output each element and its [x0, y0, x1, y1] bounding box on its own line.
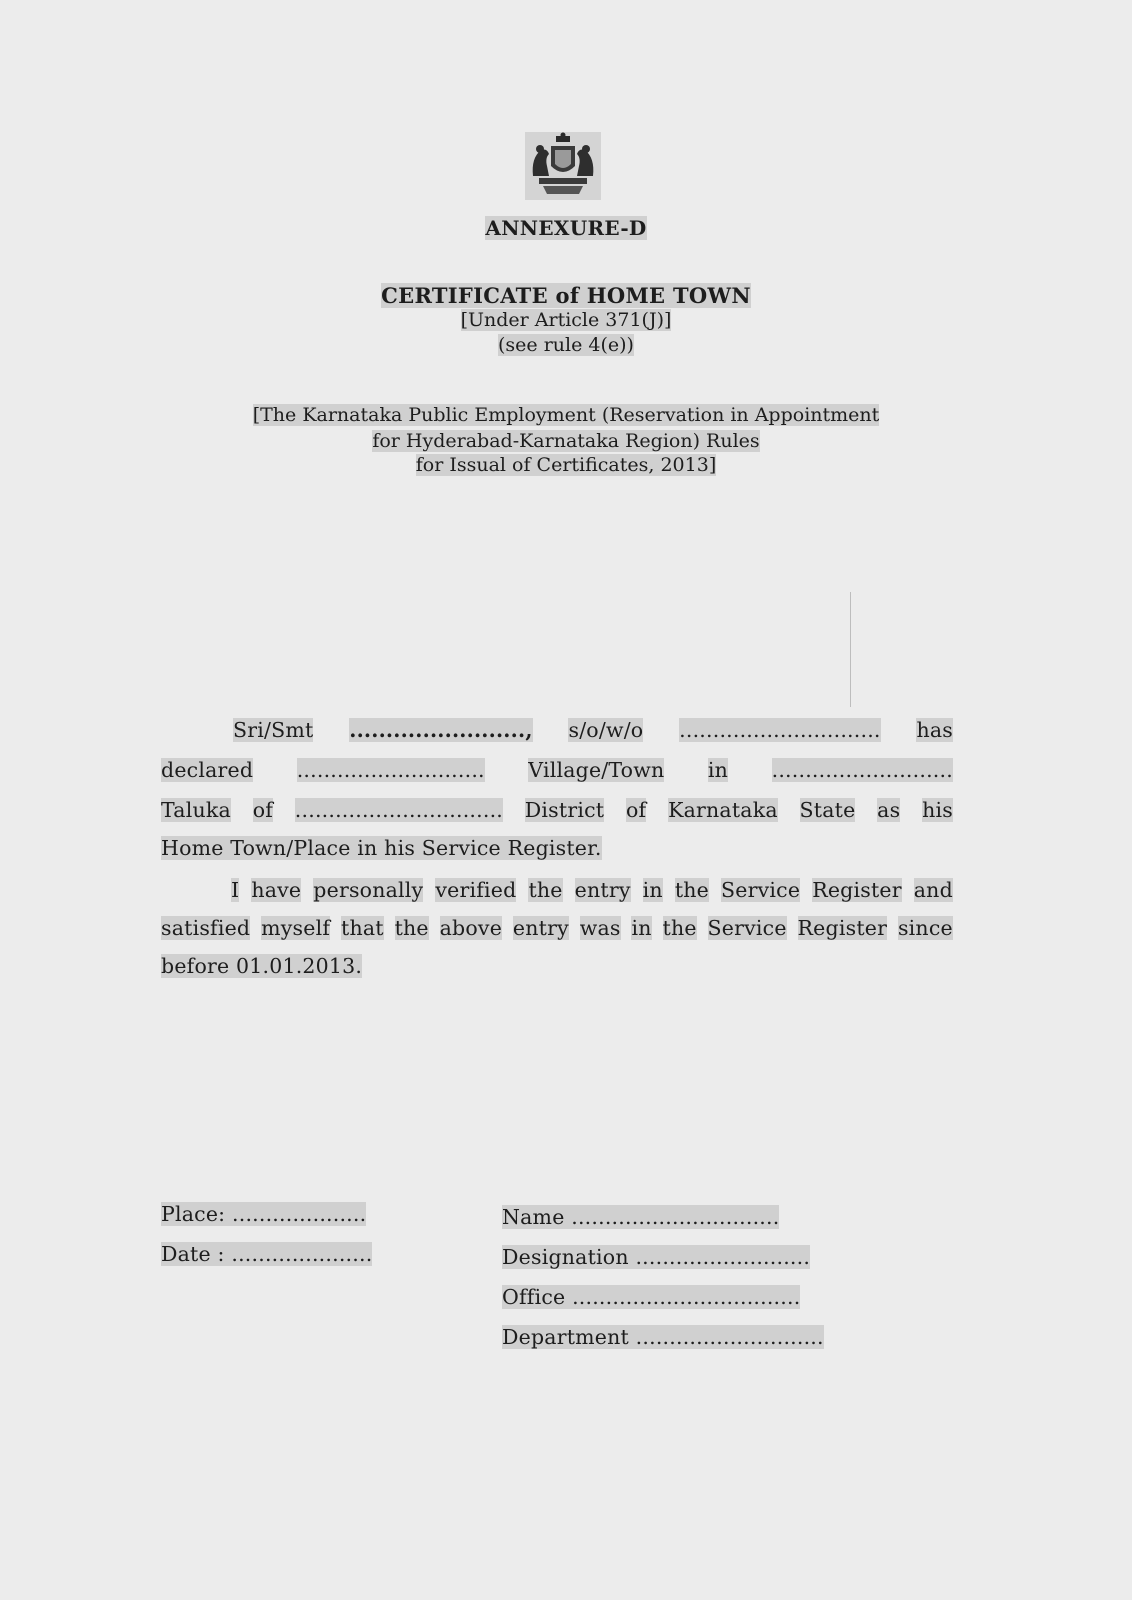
annexure-heading: ANNEXURE-D	[485, 216, 647, 240]
rules-reference-line: [The Karnataka Public Employment (Reservation in Appointment	[252, 404, 880, 426]
name-field: Name ...............................	[502, 1205, 780, 1229]
designation-field: Designation ..........................	[502, 1245, 811, 1269]
verification-line: I have personally verified the entry in the Service Register and	[231, 878, 953, 902]
declaration-line: Sri/Smt ........................, s/o/w/o .............................. has	[233, 718, 953, 742]
declaration-line: declared ............................ Village/Town in ...........................	[161, 758, 953, 782]
rules-reference-line: for Hyderabad-Karnataka Region) Rules	[372, 430, 760, 452]
date-field: Date : .....................	[161, 1242, 373, 1266]
declaration-line: Taluka of ............................... District of Karnataka State as his	[161, 798, 953, 822]
scan-line	[850, 592, 851, 707]
rule-reference: (see rule 4(e))	[498, 334, 634, 356]
verification-line: satisfied myself that the above entry was in the Service Register since	[161, 916, 953, 940]
state-emblem-icon	[525, 132, 601, 200]
verification-line: before 01.01.2013.	[161, 954, 363, 978]
department-field: Department ............................	[502, 1325, 824, 1349]
rules-reference-line: for Issual of Certificates, 2013]	[415, 454, 717, 476]
article-reference: [Under Article 371(J)]	[460, 309, 672, 331]
certificate-title: CERTIFICATE of HOME TOWN	[381, 283, 751, 308]
office-field: Office ..................................	[502, 1285, 801, 1309]
place-field: Place: ....................	[161, 1202, 367, 1226]
declaration-line: Home Town/Place in his Service Register.	[161, 836, 602, 860]
